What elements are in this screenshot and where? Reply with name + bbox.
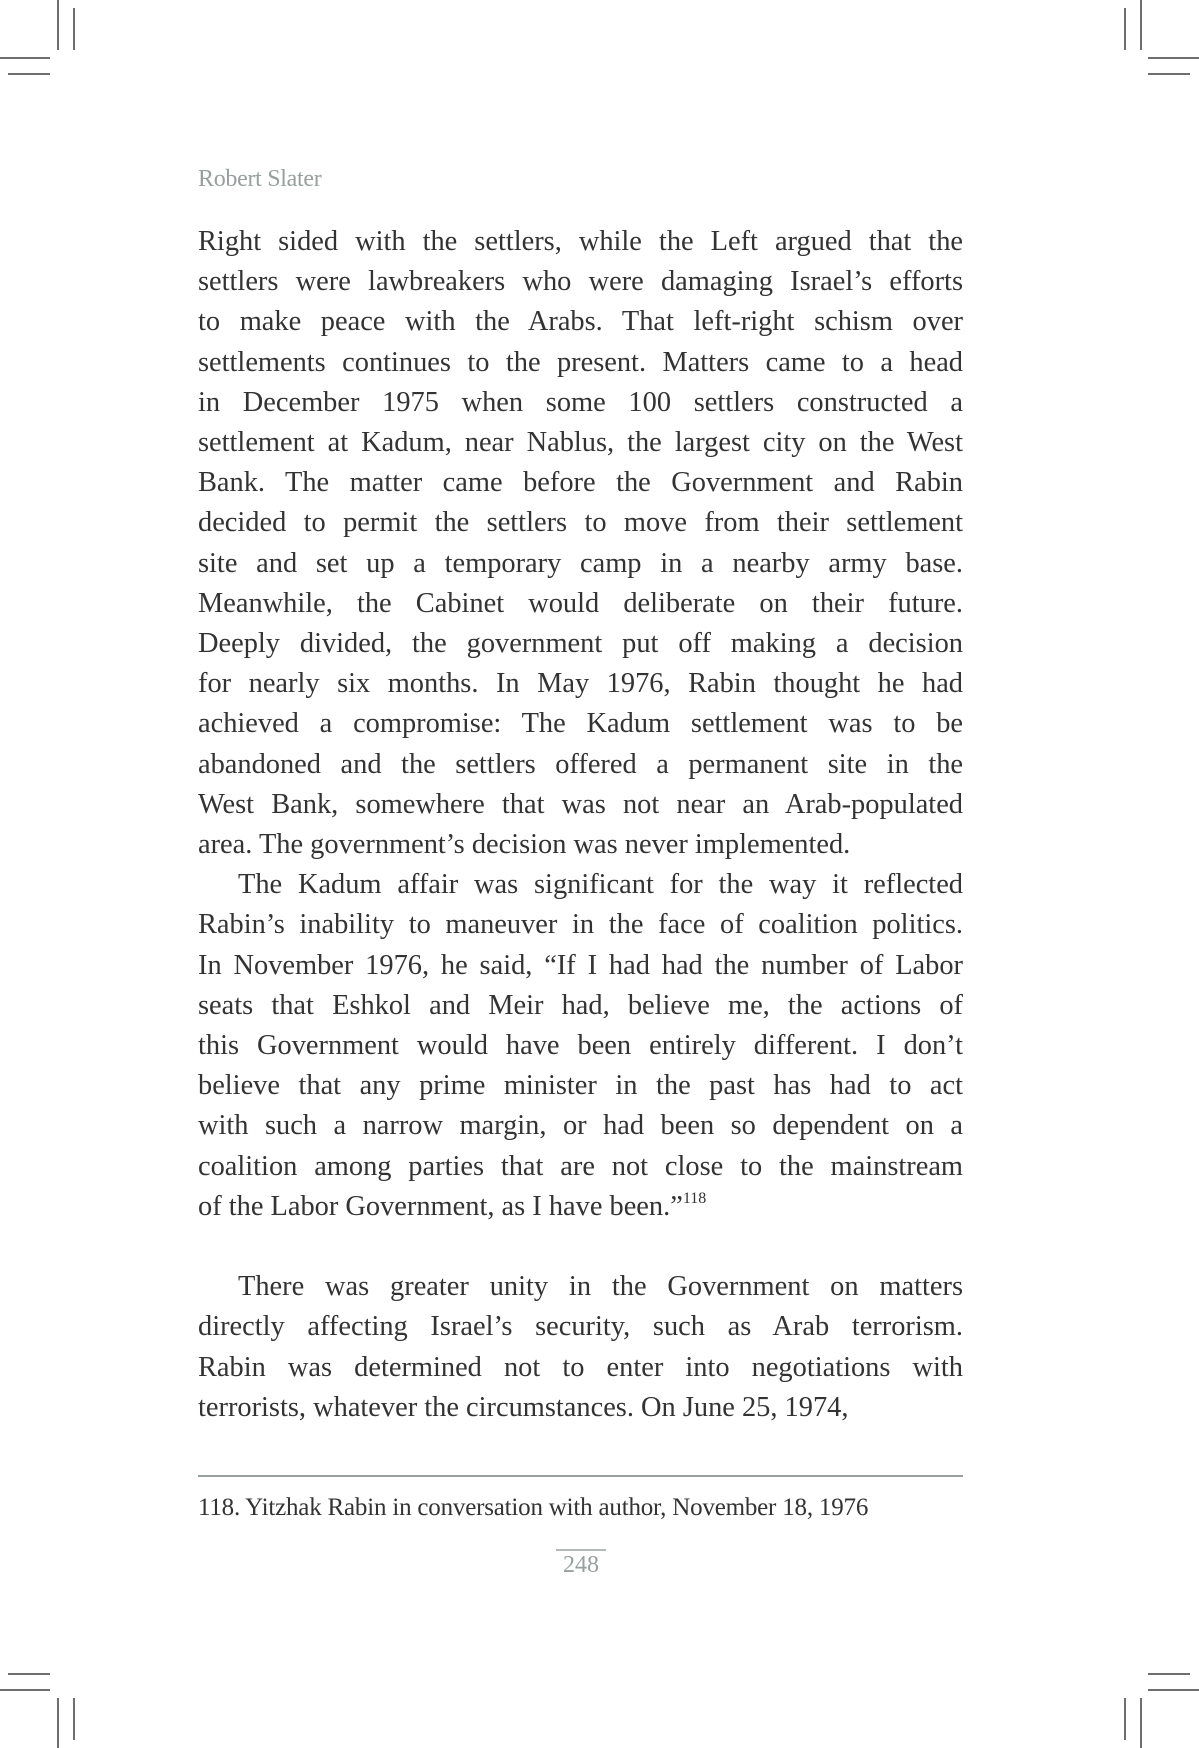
text-line: to make peace with the Arabs. That left-right schism over	[198, 306, 963, 338]
text-line: Meanwhile, the Cabinet would deliberate on their future.	[198, 587, 963, 619]
text-line: with such a narrow margin, or had been so dependent on a	[198, 1110, 963, 1142]
text-line: terrorists, whatever the circumstances. On June 25, 1974,	[198, 1391, 849, 1423]
crop-mark	[1140, 0, 1142, 50]
text-line: There was greater unity in the Government on matters	[238, 1271, 963, 1303]
text-line: In November 1976, he said, “If I had had the number of Labor	[198, 949, 963, 981]
text-line: Rabin’s inability to maneuver in the face of coalition politics.	[198, 909, 963, 941]
crop-mark	[1124, 1698, 1126, 1740]
crop-mark	[1148, 57, 1199, 59]
crop-mark	[57, 1698, 59, 1748]
paragraph	[198, 865, 963, 1227]
body-text	[198, 222, 963, 1428]
text-line: directly affecting Israel’s security, such as Arab terrorism.	[198, 1311, 963, 1343]
paragraph	[198, 1267, 963, 1428]
crop-mark	[73, 1698, 75, 1740]
text-line: seats that Eshkol and Meir had, believe me, the actions of	[198, 989, 963, 1021]
crop-mark	[57, 0, 59, 50]
text-line: The Kadum affair was significant for the way it reflected	[238, 869, 963, 901]
crop-mark	[8, 73, 50, 75]
crop-mark	[0, 1689, 50, 1691]
text-line: West Bank, somewhere that was not near an Arab-populated	[198, 788, 963, 820]
crop-mark	[1148, 1689, 1199, 1691]
text-line: in December 1975 when some 100 settlers constructed a	[198, 386, 963, 418]
text-line: decided to permit the settlers to move from their settlement	[198, 507, 963, 539]
paragraph	[198, 222, 963, 865]
text-line: settlements continues to the present. Matters came to a head	[198, 346, 963, 378]
crop-mark	[0, 57, 50, 59]
text-line: believe that any prime minister in the past has had to act	[198, 1070, 963, 1102]
text-line: area. The government’s decision was never implemented.	[198, 829, 851, 861]
crop-mark	[1148, 1673, 1190, 1675]
text-line: coalition among parties that are not close to the mainstream	[198, 1150, 963, 1182]
text-line: Bank. The matter came before the Government and Rabin	[198, 467, 963, 499]
text-line: Right sided with the settlers, while the Left argued that the	[198, 226, 963, 257]
crop-mark	[1148, 73, 1190, 75]
crop-mark	[1124, 8, 1126, 50]
crop-mark	[73, 8, 75, 50]
text-line: settlers were lawbreakers who were damaging Israel’s efforts	[198, 266, 963, 298]
footnote-divider	[198, 1475, 963, 1477]
text-line: for nearly six months. In May 1976, Rabin thought he had	[198, 668, 963, 700]
text-line: of the Labor Government, as I have been.”$^{118}$	[198, 1189, 707, 1222]
text-line: Rabin was determined not to enter into negotiations with	[198, 1351, 963, 1383]
text-line: settlement at Kadum, near Nablus, the largest city on the West	[198, 427, 963, 459]
crop-mark	[1140, 1698, 1142, 1748]
crop-mark	[8, 1673, 50, 1675]
text-line: achieved a compromise: The Kadum settlement was to be	[198, 708, 963, 740]
text-line: site and set up a temporary camp in a nearby army base.	[198, 547, 963, 579]
page-number: 248	[556, 1549, 606, 1579]
running-head: Robert Slater	[198, 166, 322, 192]
text-line: this Government would have been entirely different. I don’t	[198, 1030, 963, 1062]
footnote: 118. Yitzhak Rabin in conversation with author, November 18, 1976	[198, 1494, 869, 1521]
text-line: abandoned and the settlers offered a permanent site in the	[198, 748, 963, 780]
text-line: Deeply divided, the government put off making a decision	[198, 628, 963, 660]
footnote-reference[interactable]: 118	[682, 1189, 707, 1207]
